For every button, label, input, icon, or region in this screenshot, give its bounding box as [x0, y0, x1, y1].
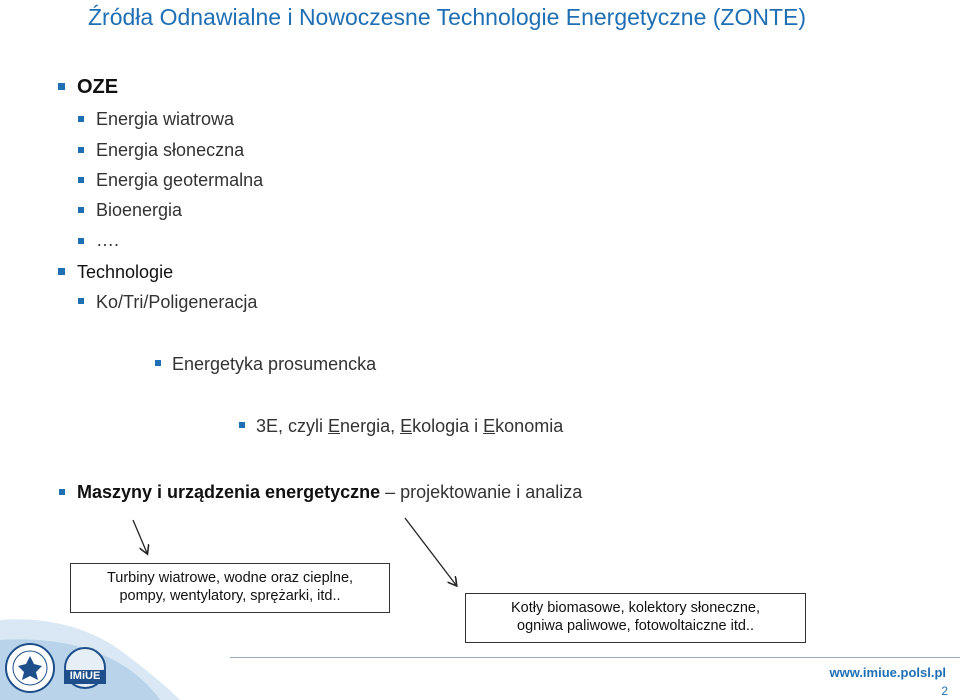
box-turbiny-line1: Turbiny wiatrowe, wodne oraz cieplne,: [106, 570, 354, 586]
oze-heading: OZE: [77, 76, 119, 98]
three-e-prefix: 3E, czyli: [256, 416, 329, 436]
arrow-right: [405, 518, 456, 585]
e3-rest: konomia: [495, 416, 564, 436]
box-kotly-line2: ogniwa paliwowe, fotowoltaiczne itd..: [517, 618, 754, 634]
box-kotly: [465, 593, 806, 643]
footer-divider: [230, 657, 960, 658]
e2-initial: E: [400, 416, 413, 436]
technologie-heading: Technologie: [77, 262, 174, 282]
oze-item: Bioenergia: [96, 200, 183, 220]
page-number: 2: [941, 684, 948, 698]
e2-rest: kologia i: [412, 416, 484, 436]
oze-item: Energia wiatrowa: [96, 109, 235, 129]
e1-initial: E: [328, 416, 341, 436]
prosumencka-item: Energetyka prosumencka: [172, 354, 377, 374]
oze-item: ….: [96, 230, 120, 250]
e1-rest: nergia,: [340, 416, 401, 436]
box-turbiny: [70, 563, 390, 613]
oze-item: Energia geotermalna: [96, 170, 264, 190]
footer-url-link[interactable]: www.imiue.polsl.pl: [829, 665, 946, 680]
maszyny-bold: Maszyny i urządzenia energetyczne: [77, 482, 381, 502]
oze-item: Energia słoneczna: [96, 140, 245, 160]
maszyny-rest: – projektowanie i analiza: [380, 482, 583, 502]
e3-initial: E: [483, 416, 496, 436]
arrow-left: [133, 520, 147, 553]
page-title: Źródła Odnawialne i Nowoczesne Technologie Energetyczne (ZONTE): [88, 4, 807, 30]
technologie-item: Ko/Tri/Poligeneracja: [96, 292, 258, 312]
box-turbiny-line2: pompy, wentylatory, sprężarki, itd..: [119, 588, 341, 604]
imiue-logo-emblem-icon: [58, 646, 112, 692]
imiue-logo: [58, 646, 112, 692]
university-seal-logo: [4, 642, 56, 694]
box-kotly-line1: Kotły biomasowe, kolektory słoneczne,: [510, 600, 761, 616]
imiue-logo-text: IMiUE: [69, 670, 101, 682]
